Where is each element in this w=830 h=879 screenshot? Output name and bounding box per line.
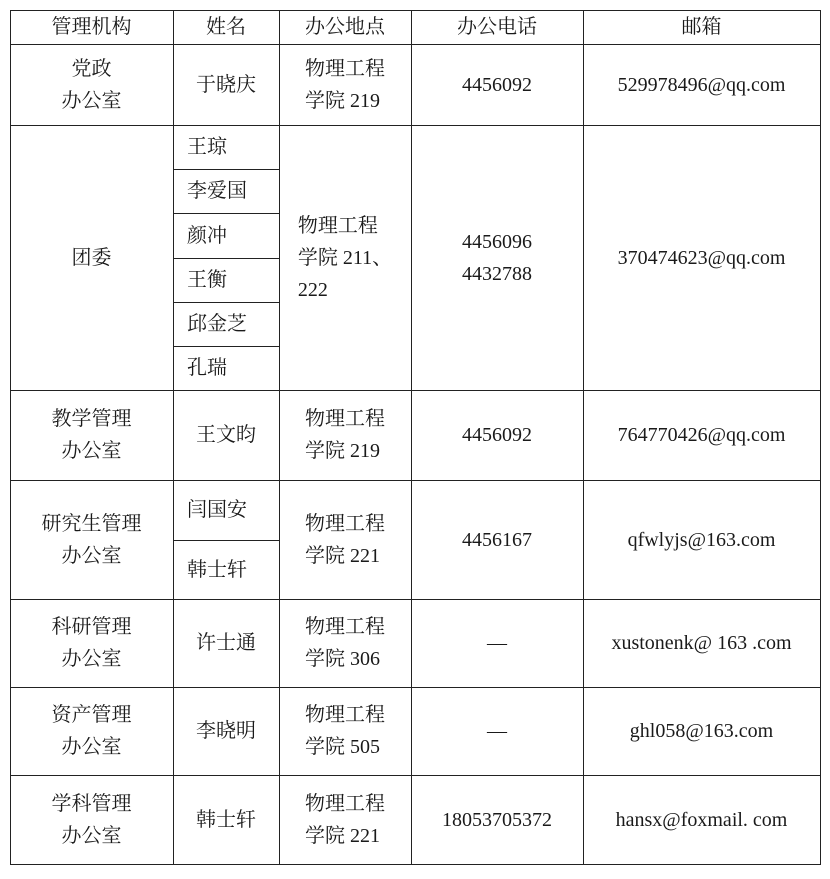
staff-name-cell (173, 390, 279, 480)
grid-line-horizontal (10, 775, 821, 776)
staff-name-cell (173, 302, 279, 346)
office-phone: 4456092 (462, 73, 532, 96)
staff-name: 闫国安 (187, 499, 247, 521)
grid-line-horizontal (10, 125, 821, 126)
office-phone: — (487, 720, 507, 742)
office-location-cell (279, 44, 411, 125)
grid-line-horizontal (173, 302, 279, 303)
office-email: hansx@foxmail. com (615, 808, 788, 831)
staff-name-cell (173, 213, 279, 258)
office-phone: 4456167 (462, 528, 532, 551)
office-email: qfwlyjs@163.com (627, 528, 776, 551)
staff-name-cell (173, 169, 279, 213)
office-unit-line: 科研管理 (51, 616, 132, 638)
grid-line-horizontal (173, 169, 279, 170)
office-phone-cell (411, 687, 583, 775)
office-unit-line: 教学管理 (51, 408, 132, 430)
office-phone: 4456096 (462, 230, 532, 253)
staff-name-cell (173, 540, 279, 599)
office-email-cell (583, 480, 820, 599)
grid-line-vertical (279, 10, 280, 865)
grid-line-horizontal (10, 480, 821, 481)
office-location-line: 学院 221 (305, 824, 380, 847)
office-location-cell (279, 687, 411, 775)
office-location-line: 222 (297, 278, 328, 301)
grid-line-horizontal (173, 258, 279, 259)
office-unit-cell (10, 125, 173, 390)
office-phone: — (487, 632, 507, 654)
staff-name: 颜冲 (187, 224, 227, 247)
staff-name-cell (173, 125, 279, 169)
office-unit-cell (10, 480, 173, 599)
office-unit-cell (10, 44, 173, 125)
office-location-cell (279, 390, 411, 480)
office-email: 529978496@qq.com (617, 73, 786, 96)
header-cell (279, 10, 411, 44)
office-phone-cell (411, 480, 583, 599)
header-cell (411, 10, 583, 44)
office-unit-line: 办公室 (61, 736, 122, 758)
office-phone-cell (411, 599, 583, 687)
office-phone: 4432788 (462, 262, 532, 285)
staff-name-cell (173, 480, 279, 540)
office-unit-line: 办公室 (61, 440, 122, 462)
office-email: 370474623@qq.com (617, 246, 786, 269)
office-unit-line: 党政 (71, 57, 112, 80)
grid-line-vertical (820, 10, 821, 865)
grid-line-vertical (583, 10, 584, 865)
header-label: 管理机构 (51, 16, 132, 38)
office-location-line: 物理工程 (305, 616, 385, 638)
office-unit-line: 办公室 (61, 544, 122, 567)
office-unit-cell (10, 775, 173, 864)
staff-name: 王琼 (187, 136, 227, 158)
office-phone-cell (411, 775, 583, 864)
office-unit-line: 办公室 (61, 824, 122, 847)
office-unit-cell (10, 687, 173, 775)
grid-line-vertical (411, 10, 412, 865)
grid-line-vertical (173, 10, 174, 865)
office-unit-line: 办公室 (61, 89, 122, 112)
office-location-line: 物理工程 (305, 408, 385, 430)
office-unit-line: 办公室 (61, 648, 122, 670)
office-unit-cell (10, 390, 173, 480)
grid-line-horizontal (173, 540, 279, 541)
office-email-cell (583, 44, 820, 125)
staff-name: 王衡 (187, 269, 227, 291)
header-cell (10, 10, 173, 44)
office-unit-line: 研究生管理 (41, 512, 142, 535)
staff-name-cell (173, 44, 279, 125)
office-unit-cell (10, 599, 173, 687)
grid-line-horizontal (10, 687, 821, 688)
grid-line-horizontal (10, 390, 821, 391)
office-location-line: 学院 211、 (297, 246, 393, 269)
header-cell (583, 10, 820, 44)
office-email: ghl058@163.com (629, 720, 774, 742)
staff-name: 邱金芝 (187, 313, 247, 335)
office-email: 764770426@qq.com (617, 424, 786, 446)
office-email-cell (583, 687, 820, 775)
staff-name: 韩士轩 (196, 808, 256, 831)
staff-name-cell (173, 258, 279, 302)
office-email-cell (583, 775, 820, 864)
office-phone-cell (411, 44, 583, 125)
grid-line-horizontal (10, 599, 821, 600)
office-location-cell (279, 125, 411, 390)
grid-line-horizontal (10, 10, 821, 11)
staff-name: 李晓明 (196, 720, 256, 742)
office-location-line: 学院 219 (305, 89, 380, 112)
grid-line-horizontal (173, 346, 279, 347)
staff-name: 韩士轩 (187, 558, 247, 581)
office-email: xustonenk@ 163 .com (611, 632, 792, 654)
staff-name: 于晓庆 (196, 73, 256, 96)
office-phone-cell (411, 125, 583, 390)
header-label: 办公地点 (305, 16, 385, 38)
office-email-cell (583, 125, 820, 390)
staff-name: 王文昀 (196, 424, 256, 446)
staff-name: 李爱国 (187, 180, 247, 202)
staff-name: 孔瑞 (187, 357, 227, 379)
staff-name-cell (173, 687, 279, 775)
office-unit-line: 团委 (71, 246, 112, 269)
office-location-line: 物理工程 (305, 704, 385, 726)
office-email-cell (583, 390, 820, 480)
grid-line-horizontal (10, 44, 821, 45)
office-location-line: 物理工程 (305, 792, 385, 815)
office-location-line: 物理工程 (305, 57, 385, 80)
office-location-line: 学院 221 (305, 544, 380, 567)
office-location-line: 物理工程 (297, 214, 378, 237)
header-label: 办公电话 (457, 16, 537, 38)
office-unit-line: 资产管理 (51, 704, 132, 726)
office-phone: 18053705372 (442, 808, 552, 831)
header-label: 姓名 (206, 16, 246, 38)
office-phone-cell (411, 390, 583, 480)
office-location-line: 学院 505 (305, 736, 380, 758)
staff-name-cell (173, 346, 279, 390)
staff-name: 许士通 (196, 632, 256, 654)
office-location-line: 学院 306 (305, 648, 380, 670)
office-location-cell (279, 480, 411, 599)
staff-name-cell (173, 599, 279, 687)
office-phone: 4456092 (462, 424, 532, 446)
office-location-line: 物理工程 (305, 512, 385, 535)
office-location-cell (279, 775, 411, 864)
grid-line-vertical (10, 10, 11, 865)
office-email-cell (583, 599, 820, 687)
header-cell (173, 10, 279, 44)
staff-name-cell (173, 775, 279, 864)
office-unit-line: 学科管理 (51, 792, 132, 815)
header-label: 邮箱 (681, 16, 722, 38)
office-location-cell (279, 599, 411, 687)
grid-line-horizontal (10, 864, 821, 865)
office-location-line: 学院 219 (305, 440, 380, 462)
grid-line-horizontal (173, 213, 279, 214)
